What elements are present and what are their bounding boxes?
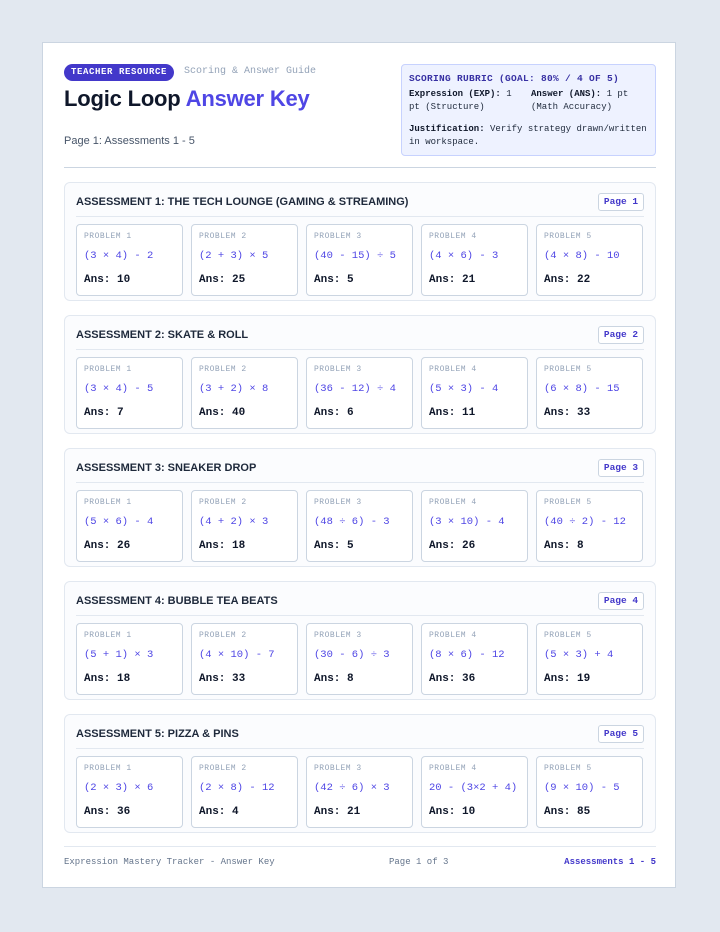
problem-answer: Ans: 33 <box>544 407 591 419</box>
problem-card <box>306 756 413 828</box>
title-main: Logic Loop <box>64 86 181 111</box>
problem-expression: (3 × 4) - 5 <box>84 383 154 395</box>
problem-label: PROBLEM 4 <box>429 365 477 374</box>
problem-label: PROBLEM 2 <box>199 498 247 507</box>
problem-answer: Ans: 18 <box>199 540 246 552</box>
problem-label: PROBLEM 2 <box>199 232 247 241</box>
problem-card <box>536 490 643 562</box>
problem-label: PROBLEM 3 <box>314 232 362 241</box>
rubric-exp-label: Expression (EXP): <box>409 89 501 99</box>
header <box>64 64 656 176</box>
problem-answer: Ans: 33 <box>199 673 246 685</box>
problem-answer: Ans: 10 <box>84 274 131 286</box>
problem-card <box>76 224 183 296</box>
problem-answer: Ans: 36 <box>84 806 131 818</box>
problem-label: PROBLEM 3 <box>314 764 362 773</box>
problem-card <box>536 756 643 828</box>
problem-expression: (5 × 6) - 4 <box>84 516 154 528</box>
problem-answer: Ans: 85 <box>544 806 591 818</box>
problem-label: PROBLEM 1 <box>84 498 132 507</box>
problem-label: PROBLEM 4 <box>429 498 477 507</box>
problem-answer: Ans: 6 <box>314 407 354 419</box>
rubric-expression <box>409 88 521 114</box>
footer-tracker-title: Expression Mastery Tracker - Answer Key <box>64 857 275 867</box>
answer-key-page <box>42 42 676 888</box>
problem-label: PROBLEM 5 <box>544 498 592 507</box>
footer <box>64 846 656 877</box>
problem-label: PROBLEM 2 <box>199 764 247 773</box>
problem-answer: Ans: 10 <box>429 806 476 818</box>
problem-card <box>76 623 183 695</box>
problem-card <box>191 756 298 828</box>
section-rule <box>76 216 644 217</box>
assessment-title: ASSESSMENT 5: PIZZA & PINS <box>76 728 239 740</box>
problem-card <box>306 490 413 562</box>
problem-expression: (4 × 10) - 7 <box>199 649 275 661</box>
problem-answer: Ans: 25 <box>199 274 246 286</box>
problem-answer: Ans: 5 <box>314 540 354 552</box>
problem-card <box>76 357 183 429</box>
problem-label: PROBLEM 5 <box>544 232 592 241</box>
problem-answer: Ans: 18 <box>84 673 131 685</box>
problem-card <box>421 490 528 562</box>
assessment-title: ASSESSMENT 4: BUBBLE TEA BEATS <box>76 595 278 607</box>
problem-answer: Ans: 22 <box>544 274 591 286</box>
problem-answer: Ans: 21 <box>314 806 361 818</box>
problem-answer: Ans: 26 <box>429 540 476 552</box>
rubric-answer <box>531 88 649 114</box>
problem-expression: (3 × 10) - 4 <box>429 516 505 528</box>
teacher-resource-badge: TEACHER RESOURCE <box>64 64 174 81</box>
problem-answer: Ans: 4 <box>199 806 239 818</box>
problem-label: PROBLEM 5 <box>544 631 592 640</box>
problem-expression: (4 + 2) × 3 <box>199 516 269 528</box>
problem-expression: (40 ÷ 2) - 12 <box>544 516 626 528</box>
problem-card <box>76 756 183 828</box>
problem-expression: (8 × 6) - 12 <box>429 649 505 661</box>
problem-card <box>536 623 643 695</box>
problem-card <box>536 224 643 296</box>
problem-expression: (40 - 15) ÷ 5 <box>314 250 396 262</box>
problem-card <box>191 623 298 695</box>
problem-card <box>421 357 528 429</box>
problem-card <box>191 490 298 562</box>
section-rule <box>76 349 644 350</box>
problem-card <box>536 357 643 429</box>
section-rule <box>76 482 644 483</box>
assessment-section-5 <box>64 714 656 833</box>
section-rule <box>76 748 644 749</box>
rubric-ans-label: Answer (ANS): <box>531 89 602 99</box>
assessment-section-2 <box>64 315 656 434</box>
page-tag: Page 5 <box>598 725 644 743</box>
problem-answer: Ans: 26 <box>84 540 131 552</box>
assessment-section-1 <box>64 182 656 301</box>
problem-label: PROBLEM 1 <box>84 232 132 241</box>
rubric-just-text: Verify strategy drawn/written in workspace. <box>409 124 647 147</box>
guide-subtitle: Scoring & Answer Guide <box>184 66 317 77</box>
problem-answer: Ans: 36 <box>429 673 476 685</box>
assessment-title: ASSESSMENT 1: THE TECH LOUNGE (GAMING & STREAMING) <box>76 196 409 208</box>
rubric-exp-text: 1 pt (Structure) <box>409 89 512 112</box>
problem-expression: (3 + 2) × 8 <box>199 383 269 395</box>
problem-expression: (2 × 8) - 12 <box>199 782 275 794</box>
problem-card <box>191 357 298 429</box>
problem-expression: 20 - (3×2 + 4) <box>429 782 518 794</box>
assessment-title: ASSESSMENT 2: SKATE & ROLL <box>76 329 249 341</box>
problem-answer: Ans: 5 <box>314 274 354 286</box>
assessment-section-4 <box>64 581 656 700</box>
assessment-title: ASSESSMENT 3: SNEAKER DROP <box>76 462 257 474</box>
rubric-just-label: Justification: <box>409 124 485 134</box>
footer-page-number: Page 1 of 3 <box>389 857 449 867</box>
assessment-section-3 <box>64 448 656 567</box>
problem-answer: Ans: 8 <box>314 673 354 685</box>
problem-expression: (36 - 12) ÷ 4 <box>314 383 396 395</box>
problem-expression: (2 + 3) × 5 <box>199 250 269 262</box>
problem-card <box>76 490 183 562</box>
problem-expression: (30 - 6) ÷ 3 <box>314 649 390 661</box>
scoring-rubric <box>401 64 656 156</box>
problem-label: PROBLEM 1 <box>84 365 132 374</box>
problem-label: PROBLEM 5 <box>544 764 592 773</box>
problem-label: PROBLEM 3 <box>314 498 362 507</box>
rubric-justification <box>409 123 649 149</box>
page-title <box>64 86 310 112</box>
problem-answer: Ans: 8 <box>544 540 584 552</box>
rubric-ans-text: 1 pt (Math Accuracy) <box>531 89 629 112</box>
problem-card <box>306 357 413 429</box>
problem-card <box>306 224 413 296</box>
problem-answer: Ans: 11 <box>429 407 476 419</box>
problem-answer: Ans: 7 <box>84 407 124 419</box>
title-accent: Answer Key <box>185 86 310 111</box>
problem-expression: (4 × 8) - 10 <box>544 250 620 262</box>
rubric-title: SCORING RUBRIC (GOAL: 80% / 4 OF 5) <box>409 73 620 84</box>
header-divider <box>64 167 656 168</box>
problem-label: PROBLEM 2 <box>199 631 247 640</box>
problem-expression: (6 × 8) - 15 <box>544 383 620 395</box>
problem-answer: Ans: 21 <box>429 274 476 286</box>
problem-expression: (5 × 3) + 4 <box>544 649 614 661</box>
page-tag: Page 2 <box>598 326 644 344</box>
page-tag: Page 3 <box>598 459 644 477</box>
problem-expression: (48 ÷ 6) - 3 <box>314 516 390 528</box>
problem-label: PROBLEM 3 <box>314 365 362 374</box>
problem-card <box>421 224 528 296</box>
problem-label: PROBLEM 4 <box>429 631 477 640</box>
problem-label: PROBLEM 1 <box>84 631 132 640</box>
page-tag: Page 4 <box>598 592 644 610</box>
problem-label: PROBLEM 4 <box>429 232 477 241</box>
problem-label: PROBLEM 3 <box>314 631 362 640</box>
problem-label: PROBLEM 2 <box>199 365 247 374</box>
problem-label: PROBLEM 5 <box>544 365 592 374</box>
problem-card <box>421 623 528 695</box>
problem-expression: (9 × 10) - 5 <box>544 782 620 794</box>
footer-assessment-range: Assessments 1 - 5 <box>564 857 656 867</box>
problem-expression: (4 × 6) - 3 <box>429 250 499 262</box>
problem-expression: (5 + 1) × 3 <box>84 649 154 661</box>
problem-card <box>306 623 413 695</box>
page-tag: Page 1 <box>598 193 644 211</box>
section-rule <box>76 615 644 616</box>
page-info: Page 1: Assessments 1 - 5 <box>64 135 195 147</box>
problem-expression: (2 × 3) × 6 <box>84 782 154 794</box>
problem-expression: (42 ÷ 6) × 3 <box>314 782 390 794</box>
problem-expression: (3 × 4) - 2 <box>84 250 154 262</box>
problem-label: PROBLEM 1 <box>84 764 132 773</box>
problem-label: PROBLEM 4 <box>429 764 477 773</box>
problem-answer: Ans: 40 <box>199 407 246 419</box>
problem-answer: Ans: 19 <box>544 673 591 685</box>
problem-card <box>191 224 298 296</box>
problem-card <box>421 756 528 828</box>
problem-expression: (5 × 3) - 4 <box>429 383 499 395</box>
